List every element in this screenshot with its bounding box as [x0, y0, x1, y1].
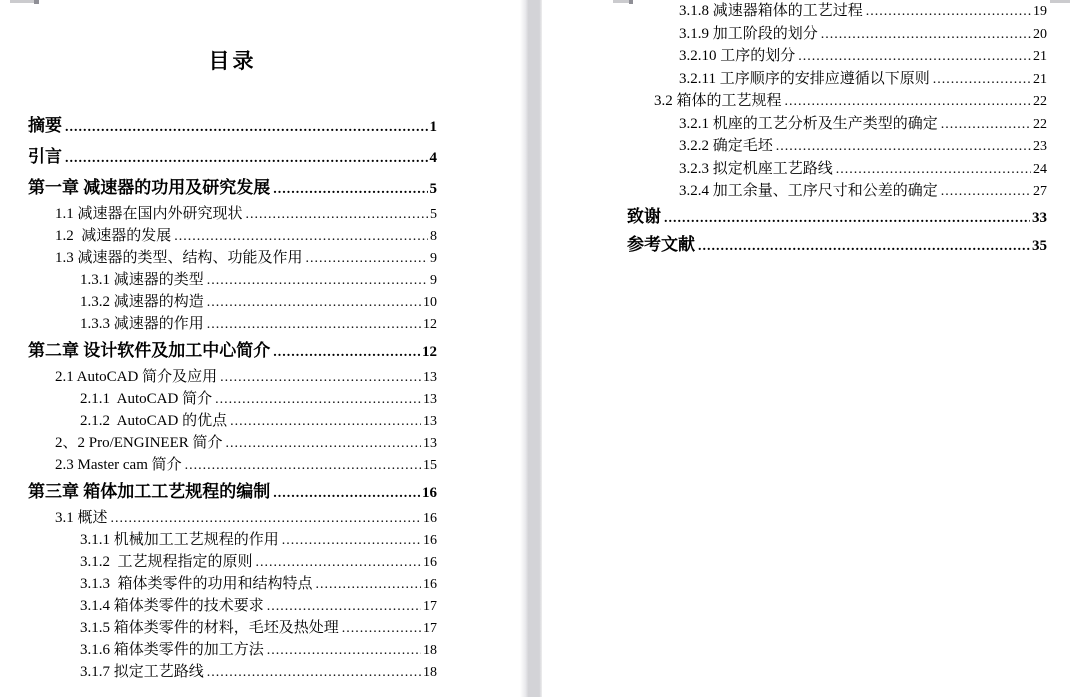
toc-entry[interactable]	[28, 247, 437, 269]
toc-entry[interactable]	[28, 661, 437, 683]
toc-entry[interactable]	[28, 203, 437, 225]
page-gap-divider	[520, 0, 542, 697]
toc-entry-page-number: 8	[430, 229, 437, 244]
toc-entry-label: 3.2.2 确定毛坯	[679, 138, 773, 154]
dot-leader	[933, 68, 1031, 92]
toc-entry[interactable]	[28, 529, 437, 551]
toc-entry[interactable]	[28, 639, 437, 661]
toc-entry[interactable]	[627, 23, 1047, 46]
toc-entry-label: 3.2.1 机座的工艺分析及生产类型的确定	[679, 115, 938, 132]
dot-leader	[246, 203, 428, 226]
toc-entry[interactable]	[28, 110, 437, 141]
toc-entry-page-number: 13	[423, 392, 437, 407]
toc-entry[interactable]	[28, 476, 437, 507]
toc-entry-page-number: 1	[429, 119, 437, 135]
toc-entry-label: 3.1 概述	[55, 510, 108, 526]
toc-entry-label: 2.1.1 AutoCAD 简介	[80, 391, 213, 407]
dot-leader	[226, 432, 422, 455]
toc-entry-label: 3.2.4 加工余量、工序尺寸和公差的确定	[679, 183, 938, 199]
toc-entry-page-number: 19	[1033, 4, 1047, 19]
toc-entry-label: 1.3.1 减速器的类型	[80, 272, 204, 288]
top-edge-artifact	[613, 0, 629, 3]
toc-entry-label: 3.1.2 工艺规程指定的原则	[80, 554, 253, 570]
dot-leader	[836, 158, 1031, 182]
toc-entry-page-number: 12	[423, 317, 437, 332]
toc-entry-page-number: 9	[430, 273, 437, 288]
toc-entry[interactable]	[28, 573, 437, 595]
toc-entry[interactable]	[28, 617, 437, 639]
toc-entry[interactable]	[627, 180, 1047, 203]
toc-entry-page-number: 13	[423, 436, 437, 451]
top-edge-artifact	[629, 0, 633, 4]
dot-leader	[821, 23, 1031, 47]
dot-leader	[207, 291, 421, 314]
toc-entry-page-number: 27	[1033, 184, 1047, 199]
toc-list-right	[542, 0, 1079, 259]
dot-leader	[273, 172, 427, 205]
toc-entry-page-number: 35	[1032, 237, 1047, 254]
top-edge-artifact	[34, 0, 39, 4]
toc-entry-page-number: 16	[422, 485, 437, 501]
toc-entry[interactable]	[28, 595, 437, 617]
toc-entry-page-number: 15	[423, 458, 437, 473]
toc-entry-label: 引言	[28, 147, 62, 166]
toc-entry-page-number: 20	[1033, 26, 1047, 42]
toc-entry[interactable]	[627, 158, 1047, 181]
toc-entry-page-number: 5	[430, 207, 437, 222]
toc-entry-label: 1.1 减速器在国内外研究现状	[55, 206, 243, 222]
dot-leader	[273, 335, 420, 368]
toc-entry-label: 第三章 箱体加工工艺规程的编制	[28, 482, 271, 501]
toc-entry[interactable]	[28, 551, 437, 573]
toc-entry[interactable]	[28, 313, 437, 335]
toc-entry[interactable]	[28, 269, 437, 291]
dot-leader	[698, 230, 1030, 261]
dot-leader	[282, 529, 421, 552]
toc-entry-page-number: 18	[423, 665, 437, 680]
toc-entry-label: 致谢	[627, 206, 661, 226]
dot-leader	[941, 113, 1031, 137]
dot-leader	[207, 269, 428, 292]
toc-entry-page-number: 21	[1033, 71, 1047, 87]
toc-entry[interactable]	[28, 291, 437, 313]
toc-entry-label: 第一章 减速器的功用及研究发展	[28, 178, 271, 197]
toc-entry-label: 3.2.3 拟定机座工艺路线	[679, 160, 833, 177]
toc-entry-label: 2.1.2 AutoCAD 的优点	[80, 413, 228, 429]
dot-leader	[215, 388, 421, 411]
dot-leader	[785, 90, 1031, 114]
dot-leader	[230, 410, 421, 433]
dot-leader	[866, 0, 1031, 24]
dot-leader	[267, 639, 421, 662]
toc-entry-label: 3.2 箱体的工艺规程	[654, 93, 782, 109]
toc-entry[interactable]	[28, 454, 437, 476]
toc-entry[interactable]	[627, 45, 1047, 68]
dot-leader	[267, 595, 421, 618]
toc-entry-page-number: 13	[423, 370, 437, 385]
toc-entry-label: 1.3.3 减速器的作用	[80, 316, 204, 332]
toc-entry-label: 3.2.11 工序顺序的安排应遵循以下原则	[679, 70, 930, 87]
toc-entry-page-number: 16	[423, 577, 437, 592]
toc-entry-page-number: 24	[1033, 161, 1047, 177]
dot-leader	[65, 141, 428, 174]
dot-leader	[342, 617, 421, 640]
toc-entry[interactable]	[28, 410, 437, 432]
toc-entry[interactable]	[627, 135, 1047, 158]
toc-entry-page-number: 13	[423, 414, 437, 429]
dot-leader	[941, 180, 1031, 204]
toc-entry[interactable]	[28, 335, 437, 366]
toc-entry-page-number: 17	[423, 621, 437, 636]
dot-leader	[220, 366, 421, 389]
toc-entry[interactable]	[627, 68, 1047, 91]
toc-entry[interactable]	[28, 432, 437, 454]
toc-entry[interactable]	[28, 225, 437, 247]
toc-entry-page-number: 5	[429, 181, 437, 197]
dot-leader	[207, 661, 421, 684]
dot-leader	[664, 203, 1030, 232]
toc-entry-label: 3.1.7 拟定工艺路线	[80, 664, 204, 680]
dot-leader	[776, 135, 1031, 159]
dot-leader	[207, 313, 421, 336]
toc-entry[interactable]	[627, 113, 1047, 136]
toc-entry-page-number: 22	[1033, 94, 1047, 109]
toc-entry-label: 2.1 AutoCAD 简介及应用	[55, 369, 218, 385]
toc-list-left	[0, 110, 527, 683]
toc-title: 目录	[208, 49, 257, 73]
toc-entry-page-number: 10	[423, 295, 437, 310]
toc-entry-label: 3.2.10 工序的划分	[679, 48, 796, 64]
toc-entry[interactable]	[627, 0, 1047, 23]
dot-leader	[111, 507, 421, 530]
toc-entry-page-number: 17	[423, 599, 437, 614]
dot-leader	[316, 573, 421, 596]
toc-entry-label: 2.3 Master cam 简介	[55, 457, 182, 473]
toc-entry[interactable]	[28, 507, 437, 529]
document-page-left	[0, 0, 527, 697]
dot-leader	[273, 476, 420, 509]
toc-entry-page-number: 16	[423, 555, 437, 570]
document-page-right	[542, 0, 1079, 697]
toc-entry-label: 3.1.6 箱体类零件的加工方法	[80, 642, 264, 658]
toc-entry-page-number: 4	[429, 150, 437, 166]
toc-entry-label: 2、2 Pro/ENGINEER 简介	[55, 435, 223, 451]
toc-entry-page-number: 9	[430, 251, 437, 266]
toc-entry-label: 3.1.5 箱体类零件的材料，毛坯及热处理	[80, 620, 339, 636]
toc-entry-label: 3.1.3 箱体类零件的功用和结构特点	[80, 576, 313, 592]
toc-entry-label: 3.1.9 加工阶段的划分	[679, 25, 818, 42]
top-edge-artifact	[10, 0, 34, 3]
toc-entry[interactable]	[627, 203, 1047, 230]
toc-entry-label: 参考文献	[627, 234, 695, 254]
toc-entry-label: 3.1.4 箱体类零件的技术要求	[80, 598, 264, 614]
toc-entry[interactable]	[28, 172, 437, 203]
toc-entry[interactable]	[28, 141, 437, 172]
toc-entry-label: 1.3 减速器的类型、结构、功能及作用	[55, 250, 303, 266]
toc-entry[interactable]	[627, 90, 1047, 113]
toc-entry-label: 3.1.1 机械加工工艺规程的作用	[80, 532, 279, 548]
dot-leader	[306, 247, 428, 270]
toc-entry-label: 1.2 减速器的发展	[55, 228, 172, 244]
toc-entry-label: 第二章 设计软件及加工中心简介	[28, 341, 271, 360]
toc-entry-label: 3.1.8 减速器箱体的工艺过程	[679, 3, 863, 19]
toc-entry-page-number: 33	[1032, 209, 1047, 226]
toc-entry[interactable]	[28, 388, 437, 410]
dot-leader	[65, 110, 428, 143]
toc-entry-page-number: 12	[422, 344, 437, 360]
toc-entry-page-number: 16	[423, 533, 437, 548]
toc-entry-label: 1.3.2 减速器的构造	[80, 294, 204, 310]
toc-entry-page-number: 23	[1033, 139, 1047, 154]
toc-entry-page-number: 21	[1033, 49, 1047, 64]
toc-entry[interactable]	[627, 230, 1047, 259]
dot-leader	[798, 45, 1031, 69]
dot-leader	[256, 551, 421, 574]
dot-leader	[174, 225, 428, 248]
dot-leader	[185, 454, 421, 477]
toc-entry-page-number: 22	[1033, 116, 1047, 132]
toc-entry-label: 摘要	[28, 116, 62, 135]
toc-entry[interactable]	[28, 366, 437, 388]
toc-entry-page-number: 18	[423, 643, 437, 658]
toc-entry-page-number: 16	[423, 511, 437, 526]
top-edge-artifact	[1050, 0, 1070, 3]
